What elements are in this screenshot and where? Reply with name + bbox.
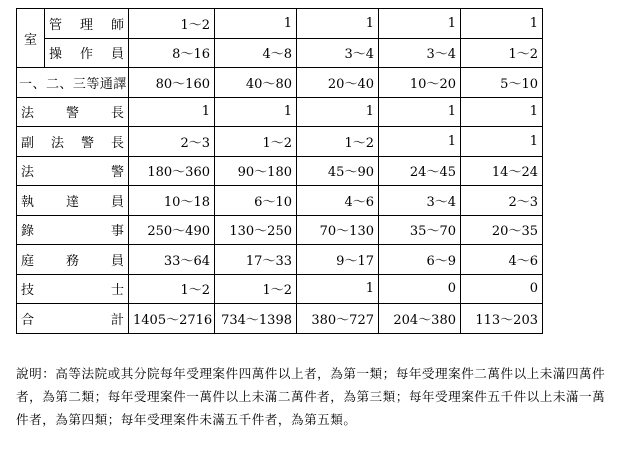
table-row [17,127,543,157]
row-label: 副法警長 [17,127,129,157]
row-label: 法警長 [17,97,129,127]
table-row [17,38,543,68]
table-cell: 734～1398 [215,304,297,334]
table-cell: 9～17 [297,245,379,275]
table-cell: 1～2 [129,274,215,304]
table-cell: 6～9 [379,245,461,275]
table-cell: 80～160 [129,68,215,98]
table-cell: 20～35 [461,215,543,245]
table-cell: 90～180 [215,156,297,186]
table-cell: 10～20 [379,68,461,98]
table-cell: 24～45 [379,156,461,186]
table-cell: 113～203 [461,304,543,334]
table-cell: 204～380 [379,304,461,334]
table-cell: 0 [379,274,461,304]
table-cell: 14～24 [461,156,543,186]
table-cell: 1 [461,97,543,127]
table-cell: 1 [215,9,297,39]
table-cell: 3～4 [297,38,379,68]
table-row [17,215,543,245]
staffing-table [16,8,543,334]
table-cell: 5～10 [461,68,543,98]
table-cell: 3～4 [379,38,461,68]
table-cell: 1 [297,9,379,39]
table-cell: 180～360 [129,156,215,186]
table-cell: 4～8 [215,38,297,68]
row-label: 法警 [17,156,129,186]
table-row [17,186,543,216]
table-cell: 1～2 [129,9,215,39]
table-cell: 1405～2716 [129,304,215,334]
table-cell: 1～2 [215,274,297,304]
table-cell: 1 [297,274,379,304]
table-cell: 1～2 [215,127,297,157]
table-row [17,274,543,304]
table-cell: 6～10 [215,186,297,216]
table-cell: 1 [379,9,461,39]
table-cell: 4～6 [297,186,379,216]
table-cell: 1 [461,127,543,157]
table-cell: 70～130 [297,215,379,245]
total-row [17,304,543,334]
table-cell: 40～80 [215,68,297,98]
row-label: 技士 [17,274,129,304]
table-cell: 2～3 [129,127,215,157]
table-cell: 10～18 [129,186,215,216]
explanatory-note: 說明：高等法院或其分院每年受理案件四萬件以上者，為第一類；每年受理案件二萬件以上未滿四萬件者，為第二類；每年受理案件一萬件以上未滿二萬件者，為第三類；每年受理案件五千件以上未滿一萬件者，為第四類；每年受理案件未滿五千件者，為第五類。 [16,366,606,427]
table-cell: 45～90 [297,156,379,186]
row-label: 一、二、三等通譯 [17,68,129,98]
table-row [17,9,543,39]
table-cell: 2～3 [461,186,543,216]
row-label: 執達員 [17,186,129,216]
table-cell: 1～2 [461,38,543,68]
table-row [17,68,543,98]
table-cell: 20～40 [297,68,379,98]
table-cell: 35～70 [379,215,461,245]
table-cell: 4～6 [461,245,543,275]
table-row [17,245,543,275]
row-label: 錄事 [17,215,129,245]
row-label: 操作員 [45,38,129,68]
table-cell: 3～4 [379,186,461,216]
table-cell: 17～33 [215,245,297,275]
table-cell: 1 [379,97,461,127]
table-cell: 380～727 [297,304,379,334]
table-cell: 1 [129,97,215,127]
table-cell: 1 [379,127,461,157]
table-row [17,156,543,186]
room-group-label: 室 [17,9,45,68]
table-cell: 0 [461,274,543,304]
row-label: 管理師 [45,9,129,39]
table-cell: 33～64 [129,245,215,275]
row-label: 合計 [17,304,129,334]
table-row [17,97,543,127]
row-label: 庭務員 [17,245,129,275]
table-cell: 1 [461,9,543,39]
table-cell: 1 [215,97,297,127]
table-cell: 1～2 [297,127,379,157]
table-cell: 130～250 [215,215,297,245]
table-cell: 1 [297,97,379,127]
table-cell: 8～16 [129,38,215,68]
table-cell: 250～490 [129,215,215,245]
